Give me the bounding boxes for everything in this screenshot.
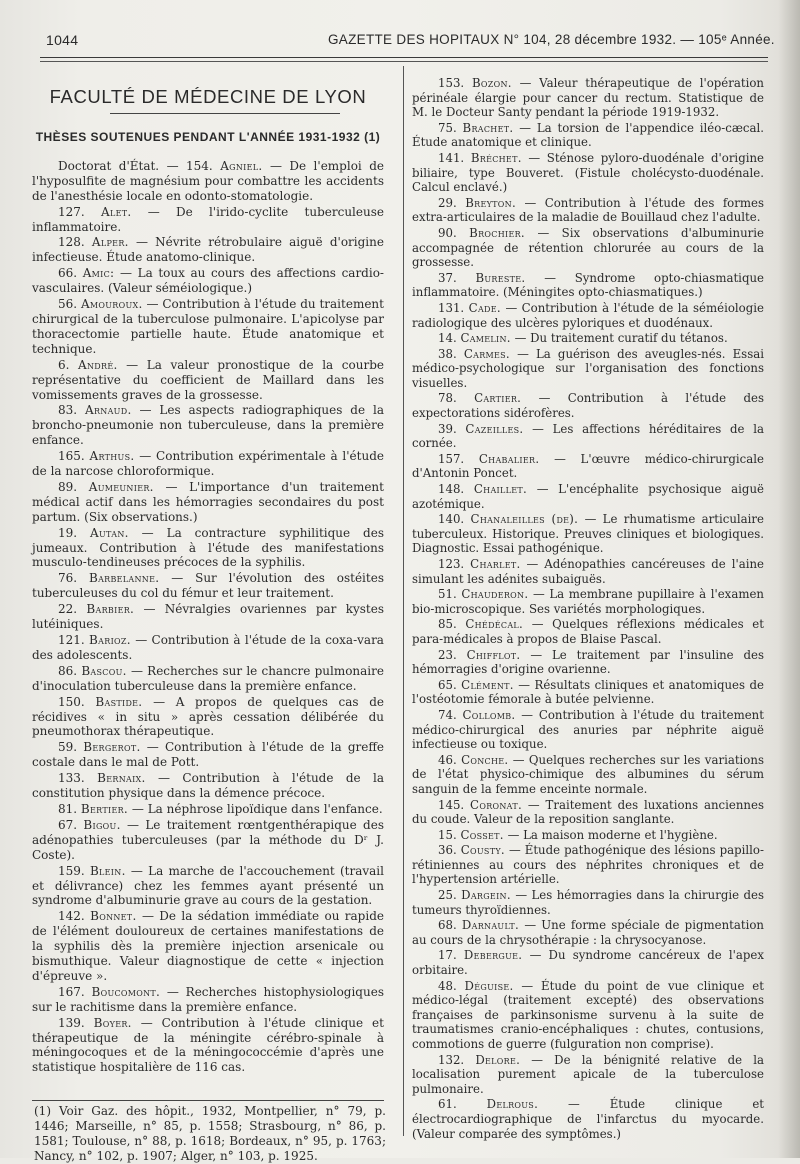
thesis-number: 74. [438, 707, 457, 722]
thesis-number: 48. [438, 978, 457, 993]
thesis-title: — Traitement des luxations anciennes du coude. Valeur de la reposition sanglante. [412, 797, 764, 827]
thesis-title: — Contribution à l'étude de la constitution physique dans la démence précoce. [32, 771, 384, 801]
thesis-number: 14. [438, 331, 457, 346]
thesis-title: — Une forme spéciale de pigmentation au cours de la chrysothérapie : la chrysocyanose. [412, 918, 764, 947]
thesis-entry [412, 331, 764, 346]
thesis-entry [32, 159, 384, 204]
thesis-author: Collomb. [462, 707, 516, 722]
thesis-entry [32, 571, 384, 601]
thesis-number: 37. [438, 270, 457, 285]
thesis-entry [412, 843, 764, 887]
thesis-entry [412, 948, 764, 977]
thesis-entry [412, 798, 764, 827]
thesis-entry [412, 587, 764, 616]
thesis-title: — Sur l'évolution des ostéites tuberculeuses du col du fémur et leur traitement. [32, 571, 384, 601]
thesis-entry [32, 480, 384, 525]
thesis-number: 38. [438, 346, 457, 361]
thesis-number: 153. [438, 76, 465, 90]
thesis-number: 19. [58, 525, 78, 540]
thesis-author: Amic: [82, 266, 115, 281]
thesis-title: — Étude du point de vue clinique et médico-légal (traitement excepté) des observations françaises de parkinsonisme survenu à la suite de traumatismes cranio-encéphaliques : chutes, contusions, commotions de guerre (fulguration non comprise). [412, 978, 764, 1051]
thesis-title: — De l'irido-cyclite tuberculeuse inflammatoire. [32, 204, 384, 234]
thesis-list-heading: THÈSES SOUTENUES PENDANT L'ANNÉE 1931-1932 (1) [35, 130, 381, 144]
thesis-number: 25. [438, 888, 457, 903]
thesis-author: Amouroux. [80, 297, 143, 312]
thesis-title: — La contracture syphilitique des jumeaux. Contribution à l'étude des manifestations musculo-tendineuses précoces de la syphilis. [32, 525, 384, 570]
footnote: (1) Voir Gaz. des hôpit., 1932, Montpellier, n° 79, p. 1446; Marseille, n° 85, p. 1558; Strasbourg, n° 86, p. 1581; Toulouse, n° 88, p. 1618; Bordeaux, n° 95, p. 1763; Nancy, n° 102, p. 1907; Alger, n° 103, p. 1925. [34, 1104, 386, 1163]
thesis-entry [412, 979, 764, 1052]
page-edge-shadow [778, 0, 800, 1158]
thesis-title: — Le traitement par l'insuline des hémorragies d'origine ovarienne. [412, 647, 764, 677]
thesis-entry [412, 391, 764, 420]
thesis-title: — De la sédation immédiate ou rapide de l'élément douloureux de certaines manifestations de la syphilis dès la première injection arsenicale ou bismuthique. Valeur diagnostique de cette « injection d'épreuve ». [32, 909, 384, 983]
thesis-title: — Étude pathogénique des lésions papillo-rétiniennes au cours des néphrites chroniques et de l'hypertension artérielle. [412, 843, 764, 887]
thesis-author: Debergue. [463, 948, 523, 963]
thesis-entry [32, 205, 384, 235]
thesis-title: — Recherches histophysiologiques sur le rachitisme dans la première enfance. [32, 984, 384, 1014]
thesis-number: 85. [438, 617, 457, 632]
title-underline [110, 113, 340, 114]
thesis-author: Bascou. [81, 663, 127, 678]
thesis-title: — Étude clinique et électrocardiographique de l'infarctus du myocarde. (Valeur comparée des symptômes.) [412, 1097, 764, 1141]
thesis-author: Bastide. [95, 694, 143, 709]
thesis-number: 128. [58, 235, 85, 250]
thesis-title: — Contribution à l'étude de la greffe costale dans le mal de Pott. [32, 740, 384, 770]
thesis-number: 86. [58, 663, 78, 678]
thesis-author: Chédécal. [465, 617, 524, 632]
thesis-number: 15. [438, 827, 457, 842]
thesis-entry [32, 266, 384, 296]
thesis-title: — La membrane pupillaire à l'examen bio-microscopique. Ses variétés morphologiques. [412, 587, 764, 616]
thesis-author: Cousty. [460, 843, 505, 858]
thesis-entry [412, 452, 764, 481]
thesis-entry [412, 648, 764, 677]
thesis-author: Bozon. [471, 76, 512, 90]
thesis-number: 81. [58, 801, 78, 816]
thesis-entry [412, 888, 764, 917]
footnote-rule [32, 1100, 384, 1101]
thesis-entry [32, 1016, 384, 1076]
thesis-author: Carmes. [463, 346, 510, 361]
thesis-title: — La marche de l'accouchement (travail et délivrance) chez les femmes ayant présenté un syndrome d'albuminurie grave au cours de la gestation. [32, 863, 384, 908]
thesis-entry [412, 151, 764, 195]
thesis-title: — Les hémorragies dans la chirurgie des tumeurs thyroïdiennes. [412, 888, 764, 917]
thesis-author: Brachet. [462, 120, 514, 135]
thesis-author: Bréchet. [470, 150, 522, 165]
thesis-number: 89. [58, 479, 78, 494]
thesis-author: Dargein. [461, 888, 511, 903]
thesis-entry [32, 633, 384, 663]
thesis-title: — Contribution à l'étude clinique et thérapeutique de la méningite cérébro-spinale à méningocoques et de la méningococcémie d'après une statistique hospitalière de 116 cas. [32, 1015, 384, 1075]
thesis-number: 67. [58, 817, 78, 832]
thesis-entry [412, 482, 764, 511]
thesis-title: — Contribution à l'étude des formes extra-articulaires de la maladie de Bouillaud chez l'adulte. [412, 195, 764, 225]
thesis-author: Barioz. [89, 633, 131, 647]
thesis-author: Aumeunier. [88, 479, 154, 494]
thesis-entry [32, 526, 384, 571]
thesis-entry [412, 708, 764, 752]
thesis-entry [32, 235, 384, 265]
thesis-entry [32, 802, 384, 817]
thesis-number: 29. [438, 195, 457, 210]
section-title: FACULTÉ DE MÉDECINE DE LYON [49, 86, 367, 107]
thesis-entry [412, 828, 764, 843]
thesis-title: — Du traitement curatif du tétanos. [514, 331, 728, 346]
thesis-entry [32, 449, 384, 479]
thesis-author: Bertier. [80, 801, 129, 816]
thesis-author: Alet. [100, 204, 132, 219]
thesis-title: — L'encéphalite psychosique aiguë azotémique. [412, 482, 764, 511]
thesis-number: 39. [438, 421, 457, 436]
thesis-entry [412, 1097, 764, 1141]
thesis-number: 127. [58, 204, 85, 219]
right-column [412, 76, 764, 1142]
thesis-author: Bureste. [475, 270, 526, 285]
thesis-number: 145. [438, 797, 465, 812]
thesis-author: Bonnet. [90, 909, 137, 924]
thesis-author: Autan. [90, 525, 129, 540]
thesis-number: 123. [438, 557, 465, 571]
thesis-author: Barbelanne. [88, 571, 160, 586]
thesis-author: Chabalier. [478, 451, 540, 466]
thesis-author: André. [78, 357, 118, 372]
thesis-entry [412, 512, 764, 556]
thesis-number: 131. [438, 300, 465, 315]
thesis-author: Cazeilles. [465, 421, 524, 436]
left-column [32, 130, 384, 1076]
thesis-author: Charlet. [470, 557, 521, 571]
thesis-title: — Valeur thérapeutique de l'opération périnéale élargie pour cancer du rectum. Statistique de M. le Docteur Santy pendant la période 1919-1932. [412, 76, 764, 120]
thesis-author: Arthus. [89, 449, 135, 464]
page-number: 1044 [46, 32, 79, 48]
header-rule [40, 57, 768, 58]
thesis-entry [412, 422, 764, 451]
thesis-entry [32, 695, 384, 740]
thesis-entry [32, 664, 384, 694]
thesis-author: Camelin. [460, 331, 511, 346]
thesis-author: Darnault. [461, 918, 520, 933]
thesis-author: Chanaleilles (de). [470, 512, 579, 527]
thesis-entry [412, 1053, 764, 1097]
thesis-author: Alper. [91, 235, 129, 250]
thesis-entry [32, 358, 384, 403]
thesis-title: — De l'emploi de l'hyposulfite de magnésium pour combattre les accidents de l'anesthésie locale en odonto-stomatologie. [32, 158, 384, 203]
thesis-number: 59. [58, 740, 78, 755]
thesis-title: — Recherches sur le chancre pulmonaire d'inoculation tuberculeuse dans la première enfance. [32, 663, 384, 693]
thesis-author: Conche. [461, 752, 509, 767]
thesis-number: 76. [58, 571, 78, 586]
thesis-title: — Du syndrome cancéreux de l'apex orbitaire. [412, 948, 764, 978]
thesis-author: Clément. [461, 677, 514, 692]
thesis-entry [412, 76, 764, 120]
thesis-title: — Contribution à l'étude des expectorations sidérofères. [412, 391, 764, 421]
thesis-entry [412, 271, 764, 300]
thesis-number: 75. [438, 120, 457, 135]
thesis-number: 148. [438, 482, 465, 497]
thesis-entry [412, 301, 764, 330]
thesis-entry [32, 740, 384, 770]
thesis-entry [32, 602, 384, 632]
thesis-author: Bigou. [83, 817, 121, 832]
thesis-number: 61. [438, 1097, 457, 1112]
thesis-title: — Six observations d'albuminurie accompagnée de rétention chlorurée au cours de la grossesse. [412, 225, 764, 270]
thesis-author: Chaillet. [473, 482, 528, 497]
thesis-number: 68. [438, 918, 457, 933]
thesis-number: 141. [438, 150, 465, 165]
thesis-author: Cartier. [474, 391, 522, 406]
thesis-entry [32, 403, 384, 448]
thesis-number: 142. [58, 909, 85, 924]
thesis-number: 17. [438, 948, 457, 963]
thesis-title: — De la bénignité relative de la localisation purement apicale de la tuberculose pulmonaire. [412, 1052, 764, 1096]
thesis-title: — L'importance d'un traitement médical actif dans les hémorragies secondaires du post partum. (Six observations.) [32, 479, 384, 524]
thesis-entry [412, 226, 764, 270]
thesis-title: — Résultats cliniques et anatomiques de l'ostéotomie fémorale à butée pelvienne. [412, 677, 764, 707]
thesis-number: 165. [58, 449, 85, 464]
thesis-title: — Les aspects radiographiques de la broncho-pneumonie non tuberculeuse, dans la première enfance. [32, 403, 384, 448]
thesis-entry [412, 753, 764, 797]
thesis-number: 36. [438, 843, 457, 858]
thesis-number: 140. [438, 512, 465, 527]
thesis-title: — Syndrome opto-chiasmatique inflammatoire. (Méningites opto-chiasmatiques.) [412, 270, 764, 300]
thesis-title: — Sténose pyloro-duodénale d'origine biliaire, type Bouveret. (Fistule cholécysto-duodénale. Calcul enclavé.) [412, 150, 764, 195]
thesis-title: — La guérison des aveugles-nés. Essai médico-psychologique sur l'organisation des fonctions visuelles. [412, 346, 764, 390]
thesis-author: Brochier. [469, 225, 525, 240]
thesis-title: — A propos de quelques cas de récidives « in situ » après cessation délibérée du pneumothorax thérapeutique. [32, 694, 384, 739]
thesis-number: 23. [438, 647, 457, 662]
thesis-number: 65. [438, 677, 457, 692]
thesis-number: 6. [58, 357, 70, 372]
thesis-number: 139. [58, 1015, 85, 1030]
thesis-entry [412, 918, 764, 947]
thesis-title: — Contribution à l'étude du traitement médico-chirurgical des anuries par néphrite aiguë infectieuse ou toxique. [412, 707, 764, 752]
thesis-title: — Quelques recherches sur les variations de l'état physico-chimique des albumines du sérum sanguin de la femme enceinte normale. [412, 752, 764, 796]
thesis-entry [32, 909, 384, 984]
page-header [28, 32, 775, 50]
thesis-number: 150. [58, 694, 85, 709]
thesis-title: — Les affections héréditaires de la cornée. [412, 421, 764, 451]
thesis-title: — Adénopathies cancéreuses de l'aine simulant les adénites subaiguës. [412, 557, 764, 586]
thesis-number: 46. [438, 752, 457, 767]
thesis-title: — Contribution à l'étude de la coxa-vara des adolescents. [32, 633, 384, 662]
thesis-author: Blein. [89, 863, 126, 878]
thesis-number: 51. [438, 587, 457, 602]
header-rule-secondary [40, 61, 768, 62]
thesis-entry [32, 771, 384, 801]
thesis-title: — La néphrose lipoïdique dans l'enfance. [131, 801, 383, 816]
thesis-number: 133. [58, 771, 85, 786]
thesis-author: Bernaix. [97, 771, 146, 786]
thesis-entry [412, 121, 764, 150]
thesis-number: 83. [58, 403, 78, 418]
thesis-title: — La toux au cours des affections cardio-vasculaires. (Valeur séméiologique.) [32, 266, 384, 296]
thesis-entry [32, 297, 384, 357]
thesis-author: Cade. [468, 300, 501, 315]
thesis-author: Chauderon. [461, 587, 529, 602]
thesis-title: — La torsion de l'appendice iléo-cæcal. Étude anatomique et clinique. [412, 120, 764, 150]
thesis-title: — La maison moderne et l'hygiène. [507, 827, 718, 842]
thesis-number: Doctorat d'État. — 154. [58, 158, 213, 173]
thesis-author: Breyton. [465, 195, 516, 210]
thesis-number: 56. [58, 297, 78, 312]
thesis-entry [412, 617, 764, 646]
thesis-number: 167. [58, 984, 85, 999]
thesis-author: Boyer. [93, 1015, 132, 1030]
thesis-author: Chifflot. [466, 647, 521, 662]
thesis-author: Coronat. [470, 797, 522, 812]
thesis-author: Bergerot. [83, 740, 141, 755]
thesis-author: Agniel. [220, 158, 263, 173]
thesis-number: 78. [438, 391, 457, 406]
thesis-title: — Quelques réflexions médicales et para-médicales à propos de Blaise Pascal. [412, 617, 764, 646]
thesis-title: — Le traitement rœntgenthérapique des adénopathies tuberculeuses (par la méthode du Dʳ J. Coste). [32, 817, 384, 862]
thesis-number: 157. [438, 451, 465, 466]
thesis-title: — Contribution à l'étude de la séméiologie radiologique des ulcères pyloriques et duodénaux. [412, 300, 764, 330]
thesis-entry [412, 678, 764, 707]
thesis-entry [412, 347, 764, 391]
thesis-author: Delore. [475, 1052, 521, 1067]
thesis-author: Déguise. [464, 978, 514, 993]
thesis-number: 22. [58, 602, 78, 617]
thesis-number: 90. [438, 225, 457, 240]
thesis-title: — La valeur pronostique de la courbe représentative du coefficient de Maillard dans les vomissements graves de la grossesse. [32, 357, 384, 402]
thesis-author: Delrous. [486, 1097, 539, 1112]
thesis-author: Arnaud. [85, 403, 132, 418]
thesis-title: — Névrite rétrobulaire aiguë d'origine infectieuse. Étude anatomo-clinique. [32, 235, 384, 265]
thesis-title: — Le rhumatisme articulaire tuberculeux. Historique. Preuves cliniques et biologiques. Diagnostic. Essai pathogénique. [412, 512, 764, 556]
column-divider [403, 66, 404, 1136]
thesis-author: Cosset. [460, 827, 504, 842]
thesis-author: Barbier. [86, 602, 135, 617]
thesis-author: Boucomont. [91, 984, 161, 999]
running-head: GAZETTE DES HOPITAUX N° 104, 28 décembre 1932. — 105ᵉ Année. [328, 32, 775, 47]
thesis-title: — Contribution expérimentale à l'étude de la narcose chloroformique. [32, 449, 384, 479]
thesis-title: — Névralgies ovariennes par kystes lutéiniques. [32, 602, 384, 632]
thesis-number: 66. [58, 266, 78, 281]
thesis-entry [32, 818, 384, 863]
thesis-entry [32, 985, 384, 1015]
thesis-number: 132. [438, 1052, 465, 1067]
thesis-number: 121. [58, 633, 85, 647]
thesis-entry [32, 864, 384, 909]
thesis-entry [412, 196, 764, 225]
thesis-number: 159. [58, 863, 85, 878]
thesis-title: — L'œuvre médico-chirurgicale d'Antonin Poncet. [412, 451, 764, 481]
thesis-entry [412, 557, 764, 586]
thesis-title: — Contribution à l'étude du traitement chirurgical de la tuberculose pulmonaire. L'apicolyse par thoracectomie partielle haute. Étude anatomique et technique. [32, 297, 384, 356]
